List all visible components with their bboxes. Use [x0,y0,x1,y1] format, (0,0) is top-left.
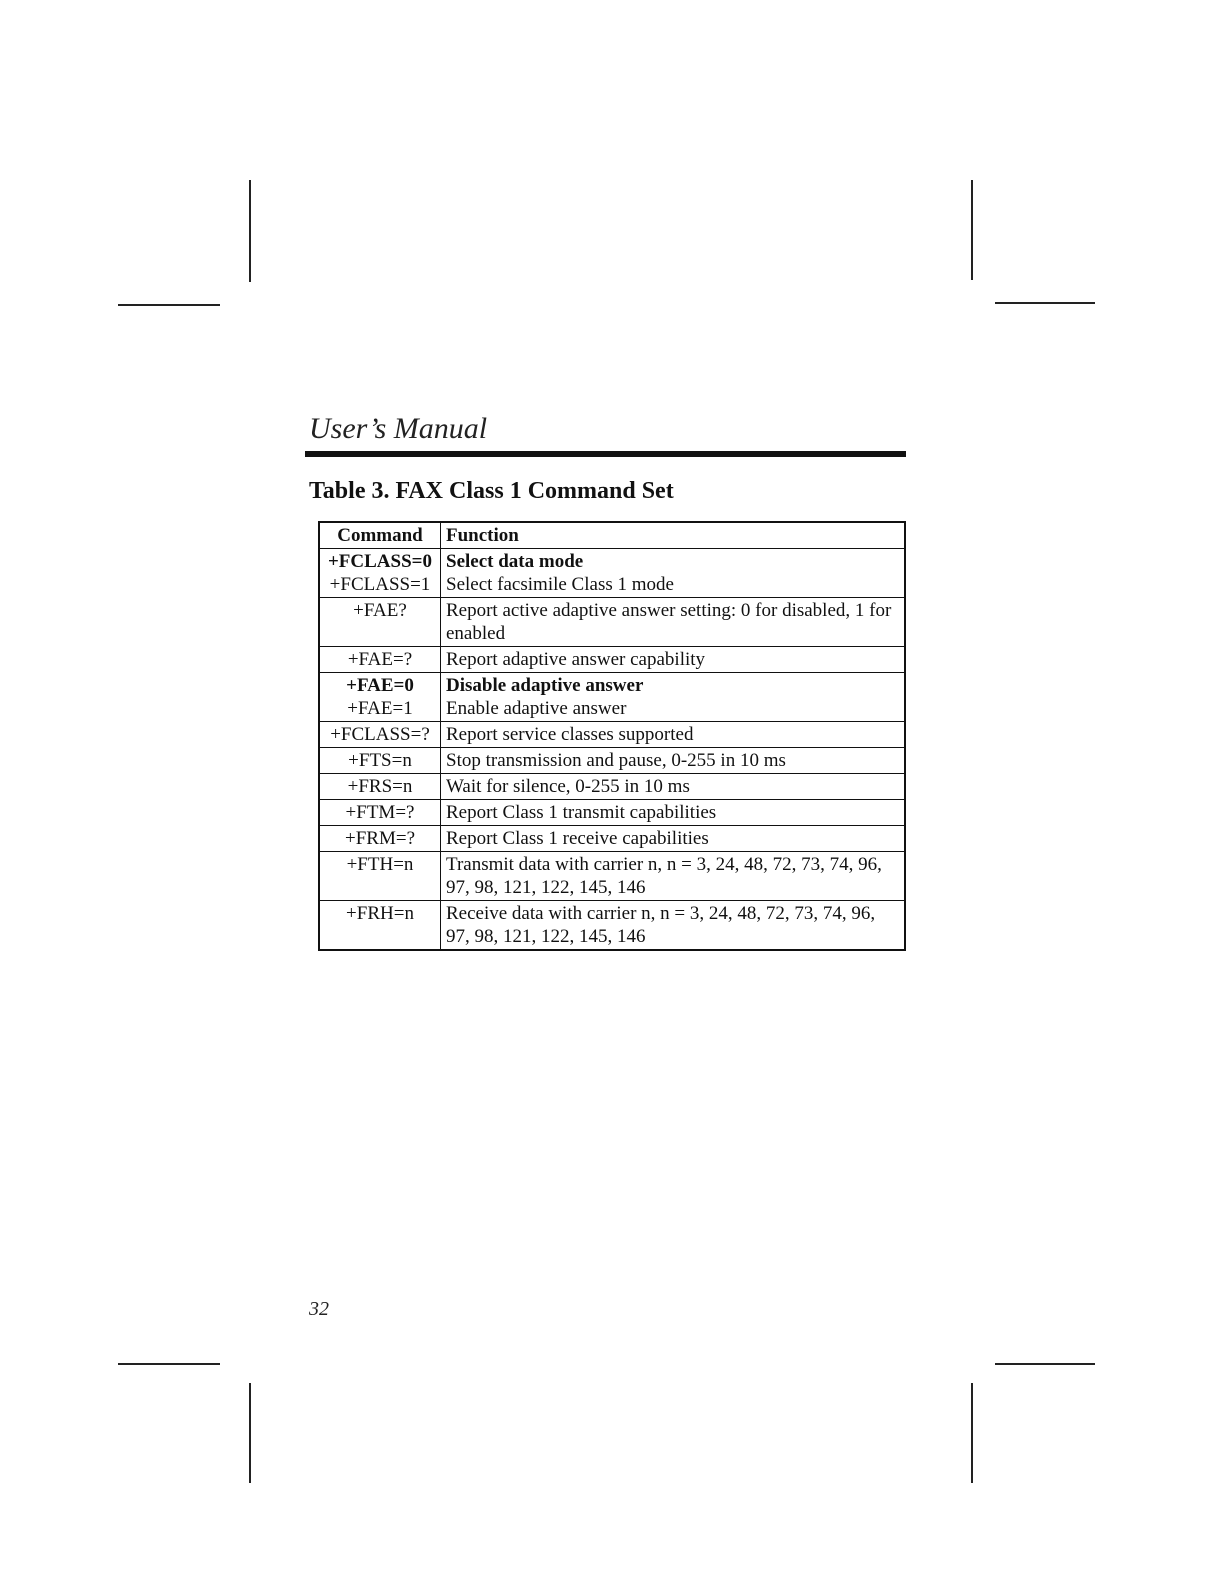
command-cell: +FTM=? [319,800,441,826]
command-text: +FCLASS=1 [329,574,431,595]
command-text: +FAE=0 [346,675,414,696]
command-text: +FAE=1 [347,698,413,719]
function-text: Select facsimile Class 1 mode [446,574,674,595]
function-cell: Report Class 1 transmit capabilities [441,800,906,826]
crop-mark-bottom-right-horizontal [995,1363,1095,1365]
crop-mark-top-left-vertical [249,180,251,282]
column-header-command: Command [319,522,441,549]
command-table [318,521,906,951]
crop-mark-top-right-horizontal [995,302,1095,304]
crop-mark-top-right-vertical [971,180,973,280]
table-row [319,748,905,774]
table-row [319,549,905,598]
command-cell [319,673,441,722]
function-text: Disable adaptive answer [446,675,644,696]
table-row [319,852,905,901]
function-cell: Report service classes supported [441,722,906,748]
function-cell [441,673,906,722]
command-cell: +FTS=n [319,748,441,774]
table-row [319,598,905,647]
manual-title: User’s Manual [309,412,488,445]
table-row [319,673,905,722]
table-title: Table 3. FAX Class 1 Command Set [309,478,674,504]
column-header-function: Function [441,522,906,549]
table-header-row [319,522,905,549]
crop-mark-bottom-right-vertical [971,1383,973,1483]
header-rule [305,451,906,457]
table-row [319,647,905,673]
table-row [319,774,905,800]
table-row [319,901,905,951]
command-text: +FCLASS=0 [327,551,432,572]
function-cell: Transmit data with carrier n, n = 3, 24, 48, 72, 73, 74, 96, 97, 98, 121, 122, 145, 146 [441,852,906,901]
table-row [319,722,905,748]
function-cell: Receive data with carrier n, n = 3, 24, 48, 72, 73, 74, 96, 97, 98, 121, 122, 145, 146 [441,901,906,951]
function-text: Select data mode [446,551,584,572]
command-cell: +FRH=n [319,901,441,951]
function-cell: Wait for silence, 0-255 in 10 ms [441,774,906,800]
crop-mark-bottom-left-horizontal [118,1363,220,1365]
function-cell: Report active adaptive answer setting: 0 for disabled, 1 for enabled [441,598,906,647]
command-cell: +FAE=? [319,647,441,673]
command-cell: +FCLASS=? [319,722,441,748]
command-cell: +FRM=? [319,826,441,852]
function-cell: Stop transmission and pause, 0-255 in 10 ms [441,748,906,774]
table-row [319,826,905,852]
page-number: 32 [309,1298,329,1320]
function-text: Enable adaptive answer [446,698,627,719]
crop-mark-bottom-left-vertical [249,1383,251,1483]
table-row [319,800,905,826]
command-cell: +FRS=n [319,774,441,800]
command-cell: +FAE? [319,598,441,647]
function-cell: Report adaptive answer capability [441,647,906,673]
function-cell [441,549,906,598]
function-cell: Report Class 1 receive capabilities [441,826,906,852]
crop-mark-top-left-horizontal [118,304,220,306]
command-cell: +FTH=n [319,852,441,901]
command-cell [319,549,441,598]
